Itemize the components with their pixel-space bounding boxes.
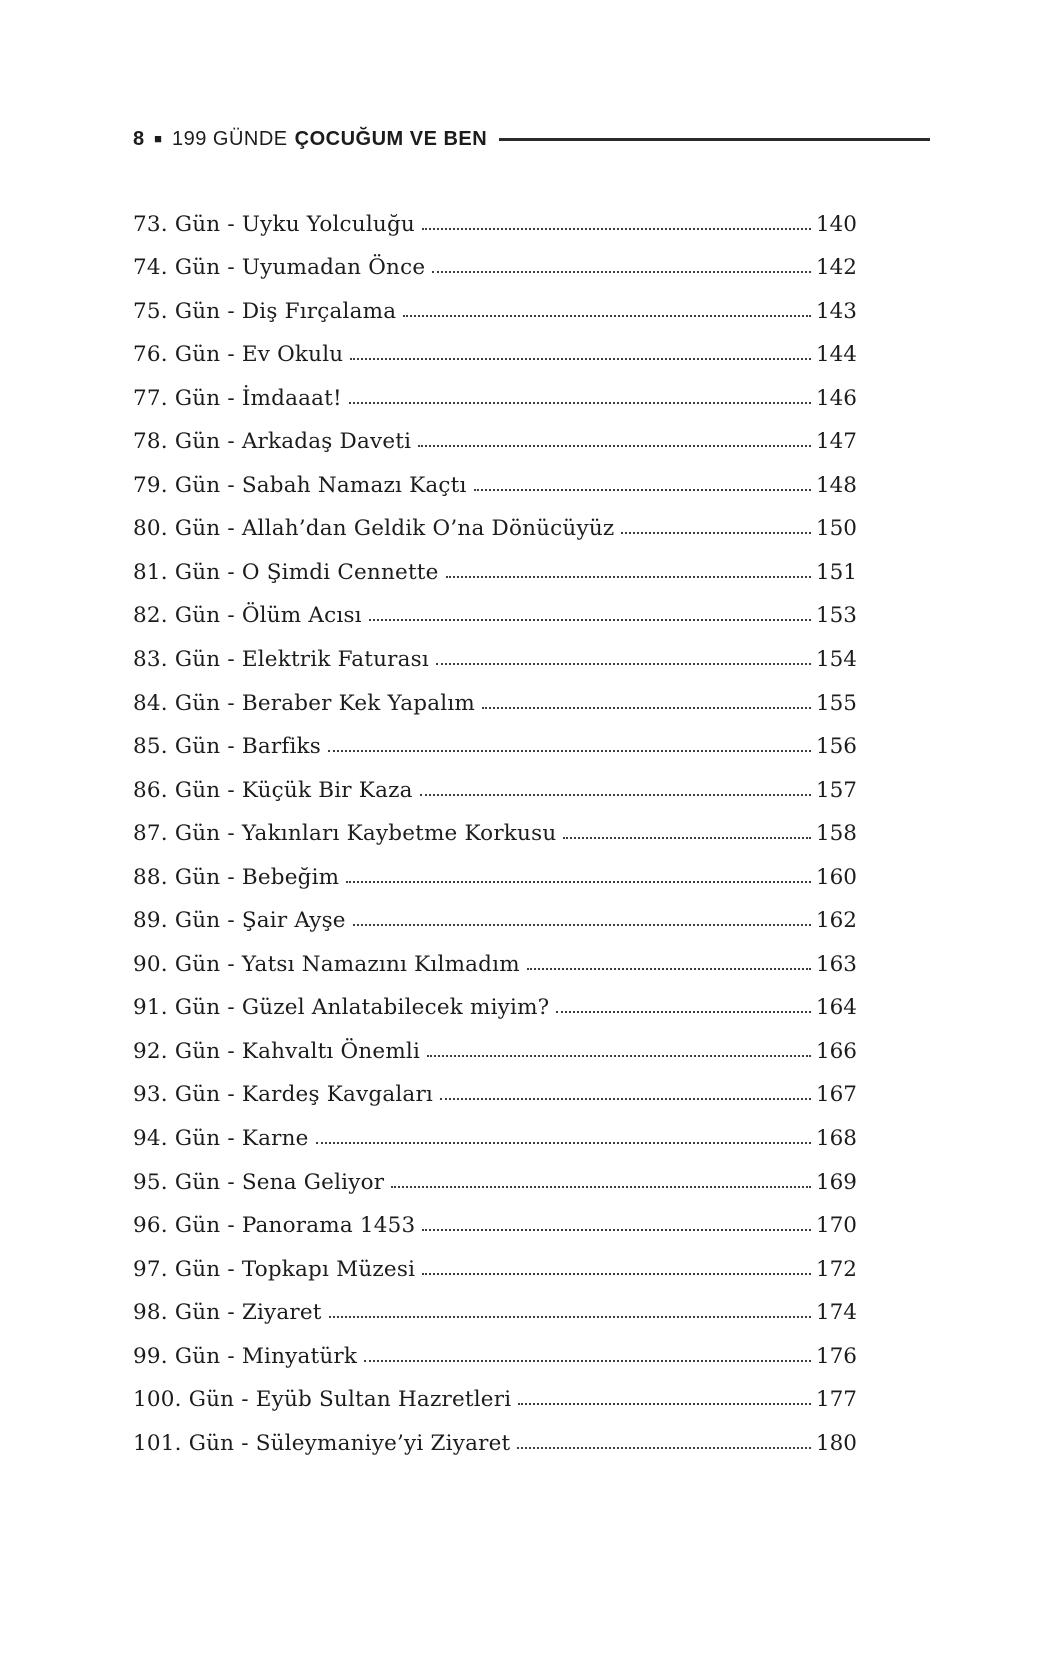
toc-entry-label: 89. Gün - Şair Ayşe [133, 908, 346, 934]
toc-entry [133, 454, 857, 498]
toc-entry-label: 90. Gün - Yatsı Namazını Kılmadım [133, 951, 520, 977]
toc-list [133, 193, 857, 1456]
dot-leader [328, 750, 811, 752]
dot-leader [517, 1447, 811, 1449]
header-book-title: ÇOCUĞUM VE BEN [294, 128, 488, 150]
toc-entry-label: 79. Gün - Sabah Namazı Kaçtı [133, 472, 467, 498]
toc-entry [133, 193, 857, 237]
toc-entry [133, 411, 857, 455]
toc-entry-label: 83. Gün - Elektrik Faturası [133, 647, 429, 673]
toc-entry-page: 155 [815, 690, 857, 716]
dot-leader [527, 968, 811, 970]
toc-entry-page: 169 [815, 1169, 857, 1195]
toc-entry-label: 94. Gün - Karne [133, 1126, 309, 1152]
toc-entry-page: 162 [815, 908, 857, 934]
toc-entry-page: 150 [815, 516, 857, 542]
dot-leader [349, 402, 811, 404]
toc-entry-label: 92. Gün - Kahvaltı Önemli [133, 1038, 421, 1064]
toc-entry-label: 98. Gün - Ziyaret [133, 1300, 322, 1326]
toc-entry-label: 87. Gün - Yakınları Kaybetme Korkusu [133, 821, 557, 847]
toc-entry-label: 101. Gün - Süleymaniye’yi Ziyaret [133, 1430, 511, 1456]
dot-leader [436, 663, 811, 665]
toc-entry-page: 172 [815, 1256, 857, 1282]
toc-entry [133, 324, 857, 368]
toc-entry-label: 88. Gün - Bebeğim [133, 864, 340, 890]
toc-entry [133, 1412, 857, 1456]
toc-entry-page: 143 [815, 298, 857, 324]
toc-entry [133, 846, 857, 890]
dot-leader [482, 707, 811, 709]
toc-entry-label: 82. Gün - Ölüm Acısı [133, 603, 362, 629]
dot-leader [316, 1142, 811, 1144]
dot-leader [418, 445, 811, 447]
dot-leader [446, 576, 811, 578]
toc-entry [133, 1325, 857, 1369]
toc-entry-page: 153 [815, 603, 857, 629]
toc-entry-label: 74. Gün - Uyumadan Önce [133, 255, 426, 281]
dot-leader [420, 794, 811, 796]
dot-leader [364, 1360, 811, 1362]
toc-entry [133, 672, 857, 716]
dot-leader [353, 924, 811, 926]
dot-leader [427, 1055, 811, 1057]
toc-entry-label: 93. Gün - Kardeş Kavgaları [133, 1082, 433, 1108]
header-page-number: 8 [133, 128, 145, 150]
toc-entry-label: 100. Gün - Eyüb Sultan Hazretleri [133, 1387, 512, 1413]
toc-entry-label: 95. Gün - Sena Geliyor [133, 1169, 385, 1195]
toc-entry-page: 180 [815, 1430, 857, 1456]
toc-entry-page: 170 [815, 1213, 857, 1239]
toc-entry-label: 75. Gün - Diş Fırçalama [133, 298, 397, 324]
toc-entry [133, 280, 857, 324]
toc-entry [133, 716, 857, 760]
toc-entry-page: 147 [815, 429, 857, 455]
toc-entry-label: 84. Gün - Beraber Kek Yapalım [133, 690, 475, 716]
dot-leader [403, 315, 811, 317]
toc-entry [133, 1369, 857, 1413]
toc-entry-page: 142 [815, 255, 857, 281]
dot-leader [422, 1229, 811, 1231]
toc-entry-label: 86. Gün - Küçük Bir Kaza [133, 777, 413, 803]
dot-leader [474, 489, 811, 491]
toc-entry [133, 890, 857, 934]
toc-entry [133, 759, 857, 803]
toc-entry [133, 1195, 857, 1239]
dot-leader [391, 1186, 811, 1188]
toc-entry-label: 99. Gün - Minyatürk [133, 1343, 358, 1369]
toc-entry [133, 933, 857, 977]
square-bullet-icon: ■ [154, 131, 162, 146]
toc-entry-label: 73. Gün - Uyku Yolculuğu [133, 211, 415, 237]
toc-entry-page: 160 [815, 864, 857, 890]
toc-entry-page: 151 [815, 559, 857, 585]
dot-leader [329, 1316, 811, 1318]
dot-leader [556, 1011, 811, 1013]
toc-entry-label: 97. Gün - Topkapı Müzesi [133, 1256, 416, 1282]
toc-entry [133, 1107, 857, 1151]
toc-entry-page: 174 [815, 1300, 857, 1326]
toc-entry [133, 803, 857, 847]
toc-entry-page: 176 [815, 1343, 857, 1369]
dot-leader [422, 1273, 811, 1275]
toc-entry-page: 158 [815, 821, 857, 847]
dot-leader [350, 358, 811, 360]
toc-entry [133, 1282, 857, 1326]
toc-entry-label: 78. Gün - Arkadaş Daveti [133, 429, 412, 455]
dot-leader [518, 1403, 811, 1405]
toc-entry [133, 1020, 857, 1064]
toc-entry [133, 1238, 857, 1282]
toc-entry-page: 177 [815, 1387, 857, 1413]
header-series-title: 199 GÜNDE [171, 128, 288, 150]
dot-leader [440, 1098, 811, 1100]
dot-leader [369, 619, 811, 621]
running-header [133, 128, 857, 151]
toc-entry-page: 164 [815, 995, 857, 1021]
dot-leader [422, 228, 811, 230]
toc-entry [133, 541, 857, 585]
toc-entry-page: 148 [815, 472, 857, 498]
toc-entry [133, 977, 857, 1021]
toc-entry-page: 167 [815, 1082, 857, 1108]
toc-entry [133, 628, 857, 672]
toc-entry-page: 156 [815, 734, 857, 760]
toc-entry [133, 237, 857, 281]
dot-leader [621, 532, 811, 534]
toc-entry-label: 77. Gün - İmdaaat! [133, 385, 342, 411]
toc-entry-label: 80. Gün - Allah’dan Geldik O’na Dönücüyüz [133, 516, 615, 542]
toc-entry [133, 367, 857, 411]
toc-entry-page: 146 [815, 385, 857, 411]
toc-entry-label: 85. Gün - Barfiks [133, 734, 322, 760]
dot-leader [432, 271, 811, 273]
toc-entry [133, 498, 857, 542]
toc-entry-page: 166 [815, 1038, 857, 1064]
toc-entry-page: 157 [815, 777, 857, 803]
toc-entry-page: 144 [815, 342, 857, 368]
dot-leader [563, 837, 811, 839]
toc-entry-label: 81. Gün - O Şimdi Cennette [133, 559, 439, 585]
toc-entry-page: 140 [815, 211, 857, 237]
toc-entry [133, 1064, 857, 1108]
toc-entry-label: 91. Gün - Güzel Anlatabilecek miyim? [133, 995, 550, 1021]
toc-entry-label: 96. Gün - Panorama 1453 [133, 1213, 416, 1239]
header-rule [499, 138, 930, 141]
toc-entry [133, 585, 857, 629]
toc-entry-page: 168 [815, 1126, 857, 1152]
toc-entry-page: 163 [815, 951, 857, 977]
dot-leader [346, 881, 811, 883]
toc-entry-page: 154 [815, 647, 857, 673]
toc-entry-label: 76. Gün - Ev Okulu [133, 342, 344, 368]
toc-entry [133, 1151, 857, 1195]
